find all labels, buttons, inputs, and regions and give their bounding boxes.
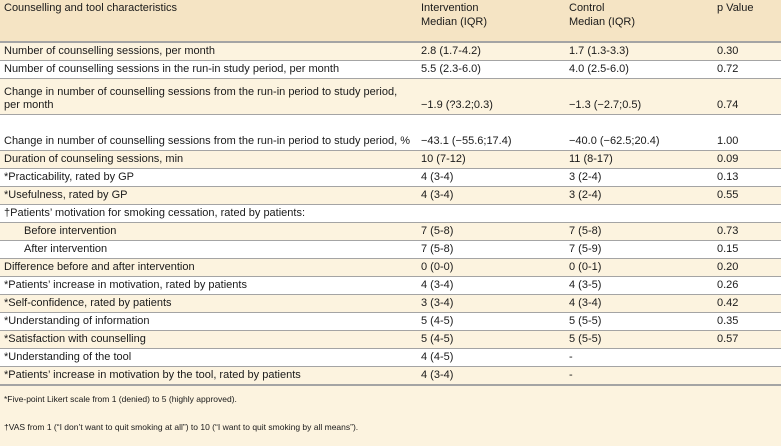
row-label: Duration of counseling sessions, min — [0, 150, 417, 168]
table-row — [0, 366, 781, 384]
control-value: - — [565, 348, 713, 366]
table-row — [0, 312, 781, 330]
table-row — [0, 276, 781, 294]
row-label: Change in number of counselling sessions from the run-in period to study period, % — [0, 114, 417, 150]
row-label: *Usefulness, rated by GP — [0, 186, 417, 204]
p-value: 0.42 — [713, 294, 781, 312]
intervention-value: 5 (4-5) — [417, 330, 565, 348]
p-value: 0.09 — [713, 150, 781, 168]
table-row — [0, 222, 781, 240]
row-label: *Patients’ increase in motivation, rated by patients — [0, 276, 417, 294]
row-label: *Understanding of the tool — [0, 348, 417, 366]
control-value — [565, 204, 713, 222]
p-value: 0.73 — [713, 222, 781, 240]
intervention-value: 4 (3-4) — [417, 168, 565, 186]
control-value: 4 (3-4) — [565, 294, 713, 312]
control-value: 0 (0-1) — [565, 258, 713, 276]
control-value: 3 (2-4) — [565, 186, 713, 204]
control-value: 7 (5-9) — [565, 240, 713, 258]
control-value: 1.7 (1.3-3.3) — [565, 42, 713, 60]
p-value: 0.15 — [713, 240, 781, 258]
table-row — [0, 150, 781, 168]
intervention-value: 4 (3-4) — [417, 186, 565, 204]
p-value — [713, 204, 781, 222]
intervention-value: 4 (3-4) — [417, 366, 565, 384]
table-row — [0, 186, 781, 204]
row-label: *Satisfaction with counselling — [0, 330, 417, 348]
p-value: 0.35 — [713, 312, 781, 330]
table-row — [0, 330, 781, 348]
table-row — [0, 168, 781, 186]
row-label: *Practicability, rated by GP — [0, 168, 417, 186]
header-intervention-stat: Median (IQR) — [421, 16, 488, 28]
table-footnotes — [0, 385, 781, 446]
intervention-value: 10 (7-12) — [417, 150, 565, 168]
p-value: 0.30 — [713, 42, 781, 60]
p-value — [713, 366, 781, 384]
control-value: −40.0 (−62.5;20.4) — [565, 114, 713, 150]
intervention-value: 5 (4-5) — [417, 312, 565, 330]
footnote-vas: †VAS from 1 (“I don’t want to quit smoking at all”) to 10 (“I want to quit smoking by all means”). — [4, 421, 359, 432]
row-label: †Patients’ motivation for smoking cessation, rated by patients: — [0, 204, 417, 222]
table-row — [0, 204, 781, 222]
p-value: 0.74 — [713, 78, 781, 114]
header-control-stat: Median (IQR) — [569, 16, 636, 28]
row-label: Number of counselling sessions, per month — [0, 42, 417, 60]
table-row — [0, 114, 781, 150]
table-row — [0, 258, 781, 276]
intervention-value: −1.9 (?3.2;0.3) — [417, 78, 565, 114]
table-header — [0, 0, 781, 42]
control-value: 4 (3-5) — [565, 276, 713, 294]
intervention-value: 2.8 (1.7-4.2) — [417, 42, 565, 60]
control-value: 3 (2-4) — [565, 168, 713, 186]
header-row — [0, 0, 781, 42]
table-row — [0, 240, 781, 258]
control-value: 5 (5-5) — [565, 312, 713, 330]
row-label: Before intervention — [0, 222, 417, 240]
p-value: 0.57 — [713, 330, 781, 348]
control-value: 7 (5-8) — [565, 222, 713, 240]
p-value: 0.13 — [713, 168, 781, 186]
row-label: *Understanding of information — [0, 312, 417, 330]
table-row — [0, 348, 781, 366]
table-row — [0, 60, 781, 78]
intervention-value — [417, 204, 565, 222]
control-value: −1.3 (−2.7;0.5) — [565, 78, 713, 114]
p-value: 0.26 — [713, 276, 781, 294]
row-label: Difference before and after intervention — [0, 258, 417, 276]
intervention-value: 7 (5-8) — [417, 222, 565, 240]
p-value — [713, 348, 781, 366]
intervention-value: 4 (4-5) — [417, 348, 565, 366]
row-label: *Self-confidence, rated by patients — [0, 294, 417, 312]
footnote-likert: *Five-point Likert scale from 1 (denied) to 5 (highly approved). — [4, 393, 237, 404]
row-label: After intervention — [0, 240, 417, 258]
header-intervention-group: Intervention — [421, 2, 479, 14]
header-control-group: Control — [569, 2, 605, 14]
header-p-value: p Value — [713, 0, 781, 42]
table-row — [0, 42, 781, 60]
intervention-value: 7 (5-8) — [417, 240, 565, 258]
intervention-value: 0 (0-0) — [417, 258, 565, 276]
table-row — [0, 78, 781, 114]
intervention-value: 5.5 (2.3-6.0) — [417, 60, 565, 78]
p-value: 1.00 — [713, 114, 781, 150]
header-intervention — [417, 0, 565, 42]
table-body — [0, 42, 781, 384]
row-label: Number of counselling sessions in the run-in study period, per month — [0, 60, 417, 78]
header-characteristics: Counselling and tool characteristics — [0, 0, 417, 42]
p-value: 0.55 — [713, 186, 781, 204]
row-label: Change in number of counselling sessions from the run-in period to study period, per month — [0, 78, 417, 114]
header-control — [565, 0, 713, 42]
control-value: 4.0 (2.5-6.0) — [565, 60, 713, 78]
control-value: - — [565, 366, 713, 384]
intervention-value: 3 (3-4) — [417, 294, 565, 312]
control-value: 11 (8-17) — [565, 150, 713, 168]
control-value: 5 (5-5) — [565, 330, 713, 348]
intervention-value: −43.1 (−55.6;17.4) — [417, 114, 565, 150]
row-label: *Patients’ increase in motivation by the tool, rated by patients — [0, 366, 417, 384]
table-row — [0, 294, 781, 312]
p-value: 0.72 — [713, 60, 781, 78]
p-value: 0.20 — [713, 258, 781, 276]
intervention-value: 4 (3-4) — [417, 276, 565, 294]
